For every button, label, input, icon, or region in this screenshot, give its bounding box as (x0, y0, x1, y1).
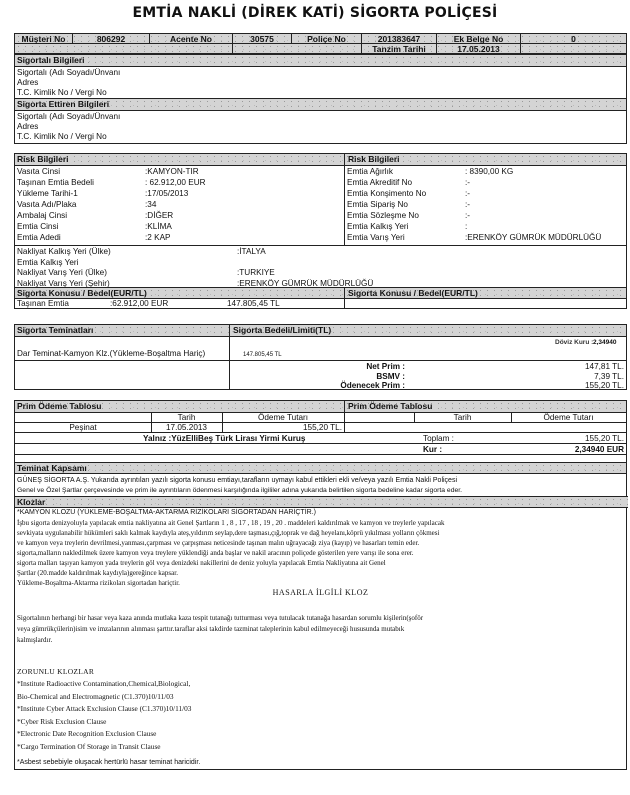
nakliyat-value: :ERENKÖY GÜMRÜK MÜDÜRLÜĞÜ (237, 278, 374, 288)
document-title: EMTİA NAKLİ (DİREK KATİ) SİGORTA POLİÇESİ (132, 5, 498, 21)
risk-right-label: Emtia Ağırlık (347, 167, 393, 176)
risk-left-heading: Risk Bilgileri (17, 154, 69, 164)
nakliyat-value: :İTALYA (237, 247, 266, 256)
teminat-left-heading: Sigorta Teminatları (17, 325, 94, 335)
sigortali-tc-label: T.C. Kimlik No / Vergi No (17, 88, 107, 97)
doviz-kuru-label: Döviz Kuru : (555, 339, 594, 346)
ettiren-address-label: Adres (17, 122, 39, 131)
risk-right-label: Emtia Sözleşme No (347, 211, 419, 220)
nakliyat-label: Nakliyat Varış Yeri (Ülke) (17, 268, 107, 277)
tanzim-tarihi: 17.05.2013 (437, 44, 521, 54)
risk-right-heading: Risk Bilgileri (348, 154, 400, 164)
risk-section (14, 153, 627, 246)
musteri-no-label: Müşteri No (15, 34, 73, 44)
kamyon-kloz-line: Şartlar (20.madde kaldırılmak kaydıyla)gereğince kapsar. (17, 569, 178, 577)
tanzim-tarihi-label: Tanzim Tarihi (362, 44, 437, 54)
teminat-kapsami-line1: GÜNEŞ SİGORTA A.Ş. Yukarıda ayrıntıları yazılı sigorta konusu emtiayı,tarafların uymayı kabul ettikleri ekli ve/veya yazılı Emtia Nakli Poliçesi (17, 477, 458, 484)
risk-left-label: Yükleme Tarihi-1 (17, 189, 78, 198)
risk-left-label: Ambalaj Cinsi (17, 211, 68, 220)
risk-left-label: Vasıta Cinsi (17, 167, 61, 176)
sigortali-name-label: Sigortalı (Adı Soyadı/Ünvanı (17, 68, 121, 77)
tasinan-emtia-tl: 147.805,45 TL (227, 299, 280, 308)
risk-right-value: :- (465, 211, 471, 220)
risk-right-label: Emtia Konşimento No (347, 189, 427, 198)
teminat-item-label: Dar Teminat-Kamyon Klz.(Yükleme-Boşaltma Hariç) (17, 349, 206, 358)
kur-label: Kur : (423, 445, 443, 454)
police-no-label: Poliçe No (292, 34, 362, 44)
teminat-section (14, 324, 627, 390)
pesinat-tutar: 155,20 TL. (303, 423, 342, 432)
pesinat-label: Peşinat (69, 423, 97, 432)
nakliyat-label: Nakliyat Varış Yeri (Şehir) (17, 278, 110, 288)
sigorta-konusu-right-heading: Sigorta Konusu / Bedel(EUR/TL) (348, 288, 478, 298)
tasinan-emtia-label: Taşınan Emtia (17, 299, 69, 308)
header-blank (233, 44, 362, 54)
risk-left-value: : 62.912,00 EUR (145, 178, 206, 187)
hasar-kloz-line: kalmışlardır. (17, 636, 53, 644)
risk-left-value: :DİĞER (145, 211, 174, 220)
pesinat-tarih: 17.05.2013 (166, 423, 207, 432)
kamyon-kloz-line: sigorta malları taşıyan kamyon yada treylerin göl veya denizdeki nakillerini de deniz yoluyla yapılacak Emtia Nakliyatına ait Genel (17, 559, 386, 567)
ettiren-tc-label: T.C. Kimlik No / Vergi No (17, 132, 107, 141)
nakliyat-value: :TURKIYE (237, 268, 275, 277)
tasinan-emtia-eur: :62.912,00 EUR (110, 299, 169, 308)
net-prim-label: Net Prim : (366, 362, 405, 371)
ettiren-name-label: Sigortalı (Adı Soyadı/Ünvanı (17, 112, 121, 121)
risk-left-label: Emtia Adedi (17, 233, 61, 242)
risk-right-value: :ERENKÖY GÜMRÜK MÜDÜRLÜĞÜ (465, 233, 602, 242)
kamyon-kloz-line: sigorta,malların nakledilmek üzere kamyon veya treylere yüklendiği anda başlar ve nakil aracının poliçede gösterilen yere varışı ile sona erer. (17, 549, 414, 557)
risk-left-value: :KAMYON-TIR (145, 167, 199, 176)
sigortali-heading: Sigortalı Bilgileri (15, 55, 626, 67)
risk-left-label: Emtia Cinsi (17, 222, 59, 231)
sigorta-konusu-section (14, 287, 627, 309)
sigorta-ettiren-section (14, 98, 627, 144)
risk-left-value: :34 (145, 200, 157, 209)
kamyon-kloz-title: *KAMYON KLOZU (YÜKLEME-BOŞALTMA-AKTARMA RİZİKOLARI SİGORTADAN HARİÇTİR.) (17, 509, 316, 516)
sigorta-ettiren-heading: Sigorta Ettiren Bilgileri (15, 99, 626, 111)
musteri-no: 806292 (73, 34, 150, 44)
risk-left-label: Vasıta Adı/Plaka (17, 200, 77, 209)
risk-left-value: :KLİMA (145, 222, 172, 231)
acente-no-label: Acente No (150, 34, 233, 44)
risk-right-value: : (465, 222, 468, 231)
risk-right-value: :- (465, 200, 471, 209)
risk-right-label: Emtia Sipariş No (347, 200, 408, 209)
toplam-label: Toplam : (423, 434, 454, 443)
zorunlu-kloz-line: Bio-Chemical and Electromagnetic (C1.370)10/11/03 (17, 691, 174, 701)
kamyon-kloz-line: İşbu sigorta denizyoluyla yapılacak emtia nakliyatına ait Genel Şartların 1 , 8 , 17 , 18 , 19 , 20 . maddeleri kaldırılmak ve kamyon ve treylerle yapılacak (17, 519, 445, 527)
doviz-kuru: 2,34940 (593, 339, 617, 346)
risk-right-value: :- (465, 178, 471, 187)
zorunlu-kloz-line: *Cargo Termination Of Storage in Transit Clause (17, 741, 161, 751)
risk-right-label: Emtia Akreditif No (347, 178, 413, 187)
hasar-kloz-line: veya gümrükçülerin)isim ve imzalarının alınması şarttır.taraflar aksi takdirde tazminat taleplerinin kabul edilmeyeceği hususunda mutabık (17, 625, 405, 633)
nakliyat-section (14, 245, 627, 288)
teminat-kapsami-heading: Teminat Kapsamı (15, 463, 626, 474)
zorunlu-kloz-line: *Cyber Risk Exclusion Clause (17, 716, 107, 726)
kamyon-kloz-line: Yükleme-Boşaltma-Aktarma rizikoları sigortadan hariçtir. (17, 579, 180, 587)
hasar-kloz-line: Sigortalının herhangi bir hasar veya kaza anında mutlaka kaza tespit tutanağı tutturması veya tutulacak tutanağa hasardan sorumlu kişilerin(şoför (17, 614, 424, 622)
col-tarih-left: Tarih (177, 413, 196, 422)
risk-left-label: Taşınan Emtia Bedeli (17, 178, 94, 187)
bsmv: 7,39 TL. (594, 372, 624, 381)
nakliyat-label: Nakliyat Kalkış Yeri (Ülke) (17, 247, 111, 256)
teminat-right-heading: Sigorta Bedeli/Limiti(TL) (233, 325, 332, 335)
teminat-kapsami-section (14, 462, 627, 770)
risk-left-value: :17/05/2013 (145, 189, 189, 198)
header-table (14, 33, 627, 54)
ek-belge-no: 0 (571, 34, 576, 44)
zorunlu-kloz-line: *Institute Cyber Attack Exclusion Clause (C1.370)10/11/03 (17, 704, 192, 713)
hasar-kloz-title: HASARLA İLGİLİ KLOZ (272, 588, 369, 597)
kamyon-kloz-line: sevkiyata uygulanabilir hükümleri saklı kalmak kaydıyla ateş,yıldırım seylap,dere taşması,çığ,toprak ve dağ heyelanı,köprü yıkılması yolların çökmesi (17, 529, 440, 537)
teminat-item-value: 147.805,45 TL (243, 352, 282, 358)
zorunlu-klozlar-title: ZORUNLU KLOZLAR (17, 667, 95, 676)
asbest-note: *Asbest sebebiyle oluşacak hertürlü hasar teminat haricidir. (17, 759, 201, 766)
acente-no: 30575 (233, 34, 292, 44)
ek-belge-no-label: Ek Belge No (437, 34, 521, 44)
kur: 2,34940 EUR (574, 445, 624, 454)
sigortali-section (14, 54, 627, 99)
bsmv-label: BSMV : (376, 372, 405, 381)
klozlar-heading: Klozlar (15, 496, 628, 508)
sigortali-address-label: Adres (17, 78, 39, 87)
risk-right-label: Emtia Varış Yeri (347, 233, 405, 242)
col-tutar-right: Ödeme Tutarı (543, 413, 594, 422)
col-tarih-right: Tarih (453, 413, 472, 422)
net-prim: 147,81 TL. (585, 362, 624, 371)
header-blank (15, 44, 233, 54)
toplam: 155,20 TL. (585, 434, 624, 443)
odenecek-prim: 155,20 TL. (585, 381, 624, 390)
odenecek-prim-label: Ödenecek Prim : (340, 381, 405, 390)
kamyon-kloz-line: ve kamyon veya treylerin devrilmesi,yanması,çarpması ve çarpışması neticesinde taşınan malın uğrayacağı ziya (kayıp) ve hasarları temin eder. (17, 539, 420, 547)
sigorta-konusu-left-heading: Sigorta Konusu / Bedel(EUR/TL) (17, 288, 147, 298)
prim-odeme-left-heading: Prim Ödeme Tablosu (17, 401, 102, 411)
col-tutar-left: Ödeme Tutarı (257, 413, 309, 422)
prim-odeme-section (14, 400, 627, 463)
yalniz-text: Yalnız :YüzElliBeş Türk Lirası Yirmi Kuruş (143, 434, 306, 443)
risk-right-label: Emtia Kalkış Yeri (347, 222, 409, 231)
risk-right-value: : 8390,00 KG (465, 167, 514, 176)
zorunlu-kloz-line: *Electronic Date Recognition Exclusion Clause (17, 729, 157, 738)
police-no: 201383647 (362, 34, 437, 44)
zorunlu-kloz-line: *Institute Radioactive Contamination,Chemical,Biological, (17, 679, 191, 688)
nakliyat-label: Emtia Kalkış Yeri (17, 257, 79, 267)
risk-right-value: :- (465, 189, 471, 198)
risk-left-value: :2 KAP (145, 233, 171, 242)
teminat-kapsami-line2: Genel ve Özel Şartlar çerçevesinde ve prim ile ayrıntıların ödenmesi karşılığında ilgililer adına yukarıda belirtilen sigorta bedeline kadar sigorta eder. (17, 487, 463, 494)
prim-odeme-right-heading: Prim Ödeme Tablosu (348, 401, 433, 411)
